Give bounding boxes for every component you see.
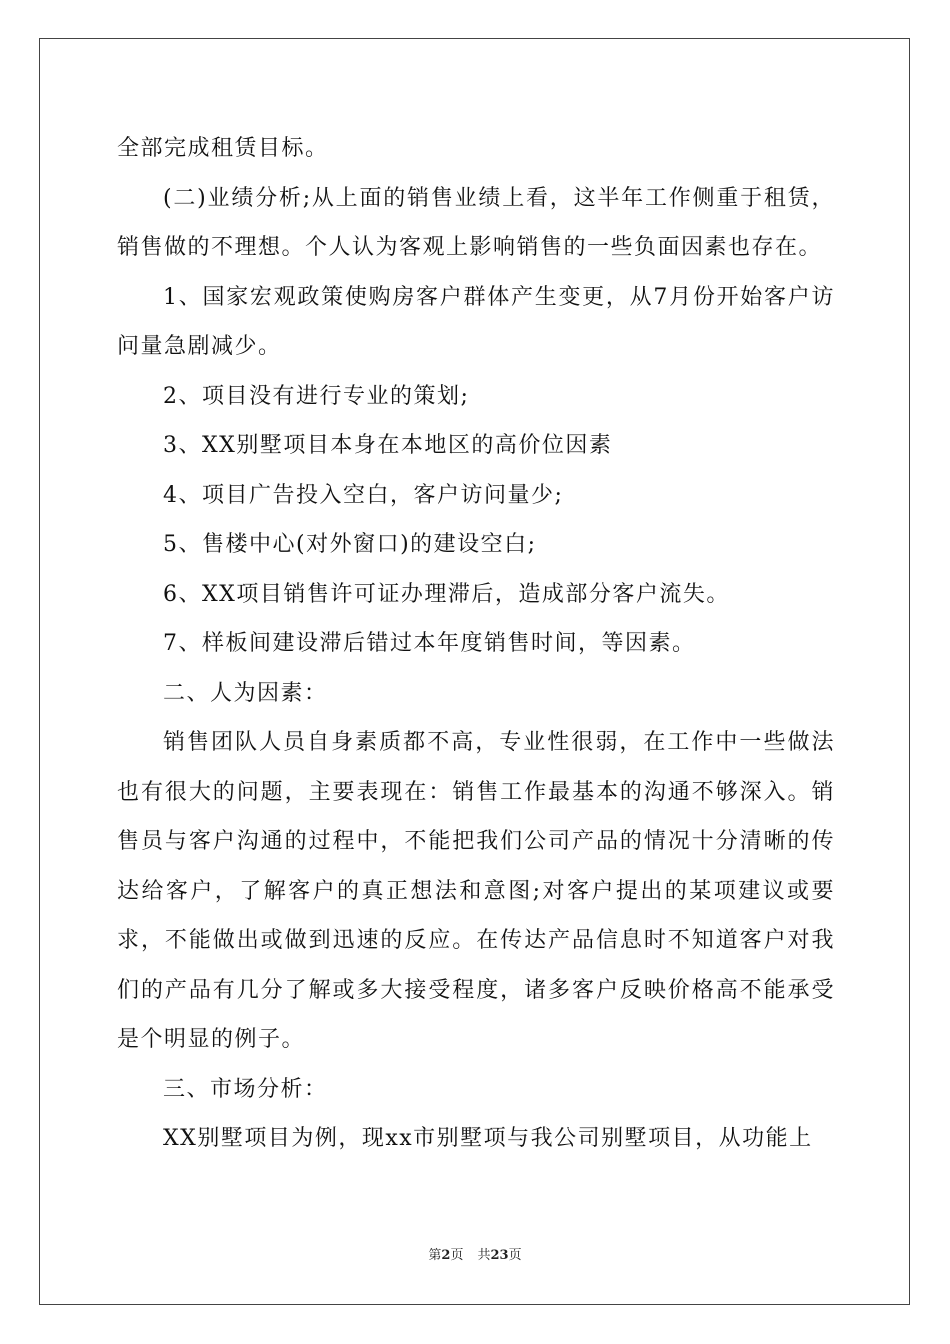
document-body — [117, 124, 835, 1164]
total-pages: 23 — [490, 1248, 509, 1263]
total-suffix: 页 — [508, 1248, 522, 1263]
paragraph-5: 3、XX别墅项目本身在本地区的高价位因素 — [163, 433, 613, 458]
paragraph-9: 7、样板间建设滞后错过本年度销售时间，等因素。 — [163, 631, 696, 656]
paragraph-13: XX别墅项目为例，现xx市别墅项与我公司别墅项目，从功能上 — [163, 1126, 813, 1151]
page-footer — [0, 1244, 950, 1263]
total-prefix: 共 — [477, 1248, 491, 1263]
paragraph-1: 全部完成租赁目标。 — [117, 136, 329, 161]
paragraph-4: 2、项目没有进行专业的策划; — [163, 383, 470, 409]
paragraph-7: 5、售楼中心(对外窗口)的建设空白; — [163, 532, 537, 557]
section-heading-human-factors: 二、人为因素： — [163, 680, 328, 706]
paragraph-2: (二)业绩分析;从上面的销售业绩上看，这半年工作侧重于租赁，销售做的不理想。个人认为客观上影响销售的一些负面因素也存在。 — [117, 185, 835, 260]
paragraph-8: 6、XX项目销售许可证办理滞后，造成部分客户流失。 — [163, 581, 730, 607]
paragraph-11: 销售团队人员自身素质都不高，专业性很弱，在工作中一些做法也有很大的问题，主要表现在：销售工作最基本的沟通不够深入。销售员与客户沟通的过程中，不能把我们公司产品的情况十分清晰的传达给客户，了解客户的真正想法和意图;对客户提出的某项建议或要求，不能做出或做到迅速的反应。在传达产品信息时不知道客户对我们的产品有几分了解或多大接受程度，诸多客户反映价格高不能承受是个明显的例子。 — [117, 730, 835, 1052]
page-prefix: 第 — [428, 1248, 442, 1263]
section-heading-market-analysis: 三、市场分析： — [163, 1076, 328, 1102]
page-suffix: 页 — [450, 1248, 464, 1263]
paragraph-6: 4、项目广告投入空白，客户访问量少; — [163, 482, 564, 508]
paragraph-3: 1、国家宏观政策使购房客户群体产生变更，从7月份开始客户访问量急剧减少。 — [117, 284, 835, 359]
page-number: 2 — [441, 1248, 451, 1263]
